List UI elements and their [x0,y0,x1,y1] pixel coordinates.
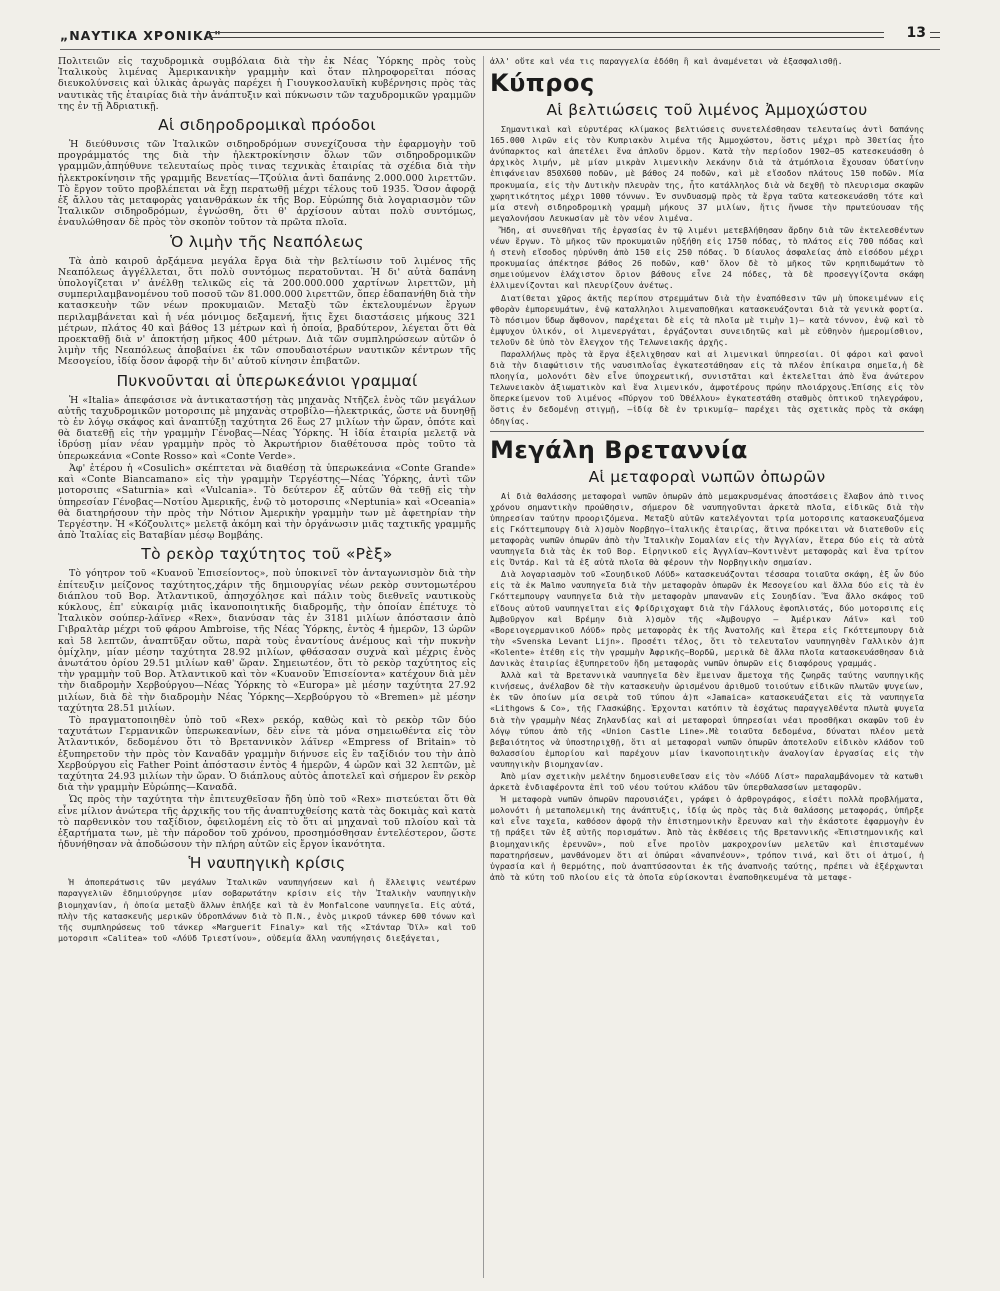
paragraph: Παραλλήλως πρὸς τὰ ἔργα ἐξελιχθησαν καὶ αἱ λιμενικαὶ ὑπηρεσίαι. Οἱ φάροι καὶ φανοὶ διὰ τὴν διαφώτισιν τῆς ναυσιπλοΐας ἐγκατεστάθησαν εἰς τὰ πλέον ἐπίκαιρα σημεῖα,ἡ δὲ πλοηγία, μολονότι δὲν εἶνε ὑποχρεωτική, συνιστᾶται καὶ ἐκτελεῖται ἀπὸ ἕνα ἀνώτερον Τελωνειακὸν ἀξιωματικὸν καὶ ἕνα λιμενικόν, ἀμφοτέρους πρώην πλοιάρχους.Ἐπίσης εἰς τὸν ὅπερκείμενον τοῦ λιμένος «Πύργον τοῦ Ὀθέλλου» ἐγκατεστάθη σταθμὸς ὀπτικοῦ τηλεγράφου, ὅστις ἐν δεδομένῃ στιγμῇ, —ἰδίᾳ δὲ ἐν τρικυμίᾳ— παρέχει τὰς σχετικὰς πρὸς τὰ σκάφη ὁδηγίας. [490,348,924,426]
paragraph: Διὰ λογαριασμὸν τοῦ «Σουηδικοῦ Λόϋδ» κατασκευάζονται τέσσαρα τοιαῦτα σκάφη, ἐξ ὧν δύο εἰς τὰ ἐκ Malmo ναυπηγεῖα διὰ τὴν μεταφορὰν ὀπωρῶν ἐκ Μεσογείου καὶ ἄλλα δύο εἰς τὰ ἐν Γκόττεμπουργ ναυπηγεῖα διὰ τὴν μεταφορὰν μπανανῶν εἰς Σουηδίαν. Ἕνα ἄλλο σκάφος τοῦ εἴδους αὐτοῦ ναυπηγεῖται εἰς Φρίδριχσχαφτ διὰ τὴν Γάλλους ἐφοπλιστάς, δύο μοτορσιπς εἰς Ἀμβοῦργον καὶ Βρέμην διὰ λ)σμὸν τῆς «Ἀμβουργο — Ἀμέρικαν Λάϊν» καὶ τοῦ «Βορειογερμανικοῦ Λόϋδ» πρὸς μεταφορὰς ἐκ τῆς Ἀνατολῆς καὶ ἕτερα εἰς Γκόττεμπουργ διὰ τὴν «Svenska Levant Lijn». Προσέτι τέλος, ὅτι τὸ τελευταῖον ναυπηγηθὲν Γαλλικὸν ἀ)π «Kolente» ἐτέθη εἰς τὴν γραμμὴν Ἀφρικῆς—Βορδῶ, μερικὰ δὲ ἄλλα πλοῖα κατασκευάσθησαν διὰ Δανικὰς ἑταιρίας ἐξυπηρετοῦν ἤδη μεταφορὰς νωπῶν ὀπωρῶν εἰς διαφόρους γραμμάς. [490,569,924,669]
paragraph: Τὰ ἀπὸ καιροῦ ἀρξάμενα μεγάλα ἔργα διὰ τὴν βελτίωσιν τοῦ λιμένος τῆς Νεαπόλεως ἀγγέλλεται, ὅτι πολὺ συντόμως περατοῦνται. Ἡ δι' αὐτὰ δαπάνη ὑπολογίζεται ν' ἀνέλθῃ τελικῶς εἰς τὰ 200.000.000 χαρτίνων λιρεττῶν, μὴ συμπεριλαμβανομένου τοῦ ποσοῦ τῶν 81.000.000 λιρεττῶν, ὅπερ ἐδαπανήθη διὰ τὴν κατασκευὴν τῶν νέων προκυμαιῶν. Μεταξὺ τῶν ἐκτελουμένων ἔργων περιλαμβάνεται καὶ ἡ νέα μόνιμος δεξαμενή, ἥτις ἔχει διαστάσεις μήκους 321 μέτρων, πλάτος 40 καὶ βάθος 13 μέτρων καὶ ἡ ὁποία, βραδύτερον, λέγεται ὅτι θὰ προεκταθῇ διὰ ν' ἀποκτήσῃ μῆκος 400 μέτρων. Διὰ τῶν συμπληρώσεων αὐτῶν ὁ λιμὴν τῆς Νεαπόλεως ἀποβαίνει ἐκ τῶν σπουδαιοτέρων ναυτικῶν κέντρων τῆς Μεσογείου, ἰδίᾳ ὅσον ἀφορᾷ τὴν δι' αὐτοῦ κίνησιν ἐπιβατῶν. [58,255,476,368]
section-heading-shipbuilding-crisis: Ἡ ναυπηγικὴ κρίσις [188,854,346,873]
paragraph: Ἀλλὰ καὶ τὰ Βρεταννικὰ ναυπηγεῖα δὲν ἔμειναν ἄμετοχα τῆς ζωηρᾶς ταύτης ναυπηγικῆς κινήσεως, ἀνέλαβον δὲ τὴν κατασκευὴν ὡρισμένου ἀριθμοῦ τοιούτων εἰδικῶν πλωτῶν ψυγείων, ἐκ τῶν ὁποίων μία σειρὰ τοῦ τύπου ἀ)π «Jamaica» κατασκευάζεται εἰς τὰ ναυπηγεῖα «Lithgows & Co», τῆς Γλασκώβης. Ἐρχονται κατόπιν τὰ ἐσχάτως παραγγελθέντα πλωτὰ ψυγεῖα διὰ τὴν γραμμὴν Νέας Ζηλανδίας καὶ αἱ μεταφοραὶ ὑπηρεσίαι νέαι προσθῆκαι σκαφῶν τοῦ ἐν λόγῳ τύπου ἀπὸ τῆς «Union Castle Line».Μὲ τοιαῦτα δεδομένα, δύναται πλέον μετὰ βεβαιότητος νὰ ὑποστηριχθῇ, ὅτι αἱ μεταφοραὶ νωπῶν ὀπωρῶν ἀποτελοῦν εἰδικὸν κλάδον τοῦ θαλασσίου ἐμπορίου καὶ παρέχουν μίαν ἱκανοποιητικὴν ἀναλογίαν ἐργασίας εἰς τὴν ναυπηγικὴν βιομηχανίαν. [490,670,924,769]
paragraph: Ἤδη, αἱ συνεθῆναι τῆς ἐργασίας ἐν τῷ λιμένι μετεβλήθησαν ἄρδην διὰ τῶν ἐκτελεσθέντων νέων ἔργων. Τὸ μῆκος τῶν προκυμαιῶν ηὐξήθη εἰς 1750 πόδας, τὸ πλάτος εἰς 700 πόδας καὶ ἡ στενὴ εἴσοδος ηὐρύνθη ἀπὸ 150 εἰς 250 πόδας. Ὁ δίαυλος ἀσφαλείας ἀπὸ εἰσόδου μέχρι προκυμαίας ἀπέκτησε βάθος 26 ποδῶν, καθ' ὅλον δὲ τὸ μῆκος τῶν κρηπιδωμάτων τὸ σημειούμενον ἐλάχιστον ὅριον βάθους εἶνε 24 πόδες, τὰ δὲ προσεγγίζοντα σκάφη ἐλλιμενίζονται καὶ πλευρίζουν ἀνέτως. [490,224,924,291]
paragraph: Ἀφ' ἑτέρου ἡ «Cosulich» σκέπτεται νὰ διαθέσῃ τὰ ὑπερωκεάνια «Conte Grande» καὶ «Conte Biancamano» εἰς τὴν γραμμὴν Τεργέστης—Νέας Ὑόρκης, ἀντὶ τῶν μοτορσιπς «Saturnia» καὶ «Vulcania». Τὸ δεύτερον ἐξ αὐτῶν θὰ τεθῇ εἰς τὴν ὑπηρεσίαν Γένοβας—Νοτίου Ἀμερικῆς, ἐνῷ τὸ μοτορσιπς «Neptunia» καὶ «Oceania» θὰ διατηρήσουν τὴν πρὸς τὴν Νότιον Ἀμερικὴν γραμμὴν των μὲ ἀφετηρίαν τὴν Τεργέστην. Ἡ «Κόζουλιτς» μελετᾷ ἀκόμη καὶ τὴν ὀργάνωσιν μιᾶς ταχτικῆς γραμμῆς ἀπὸ Ἰταλίας εἰς Βαταβίαν μέσῳ Βομβάης. [58,462,476,542]
section-heading-fruit-transport: Αἱ μεταφοραὶ νωπῶν ὀπωρῶν [588,467,826,486]
paragraph: Διατίθεται χῶρος ἀκτῆς περίπου στρεμμάτων διὰ τὴν ἐναπόθεσιν τῶν μὴ ὑποκειμένων εἰς φθορὰν ἐμπορευμάτων, ἐνῷ καταλληλοι λιμεναποθῆκαι κατασκευάζονται διὰ τὰ γενικὰ φορτία. Τὸ πόσιμον ὕδωρ ἄφθονον, παρέχεται δὲ εἰς τὰ πλοῖα μὲ τιμὴν 1)— κατὰ τόννον, ἐνῷ καὶ τὸ ἐμψυχον ὑλικόν, οἱ λιμενεργάται, ἐργάζονται συνειδητῶς καὶ μὲ εὐθηνὸν ἡμερομίσθιον, τελοῦν δὲ ὑπὸ τὸν ἔλεγχον τῆς Τελωνειακῆς ἀρχῆς. [490,292,924,347]
paragraph: Πολιτειῶν εἰς ταχυδρομικὰ συμβόλαια διὰ τὴν ἐκ Νέας Ὑόρκης πρὸς τοὺς Ἰταλικοὺς λιμένας Ἀμερικανικὴν γραμμὴν καὶ ὅταν πληροφορεῖται πόσας διευκολύνσεις καὶ ὑλικὰς ἀρωγὰς παρέχει ἡ Γιουγκοσλαυϊκὴ κυβέρνησις πρὸς τὰς ναυτικὰς τῆς ἑταιρίας διὰ τὴν ἀνάπτυξιν καὶ πύκνωσιν τῶν ταχυδρομικῶν γραμμῶν της ἐν τῇ Ἀδριατικῇ. [58,56,476,112]
column-divider [483,56,484,1278]
paragraph: Ἡ «Italia» ἀπεφάσισε νὰ ἀντικαταστήσῃ τὰς μηχανὰς Ντῆζελ ἑνὸς τῶν μεγάλων αὐτῆς ταχυδρομικῶν μοτορσιπς μὲ μηχανὰς στροβίλο—ἠλεκτρικάς, ὥστε νὰ δυνηθῇ τὸ ἐν λόγῳ σκάφος καὶ ἀναπτύξῃ ταχύτητα 26 ἕως 27 μιλίων τὴν ὥραν, ὁπότε καὶ θὰ διατεθῇ εἰς τὴν γραμμὴν Γένοβας—Νέας Ὑόρκης. Ἡ ἰδία ἑταιρία μελετᾷ νὰ ἱδρύσῃ μίαν νέαν γραμμὴν πρὸς τὸ Ἀκρωτήριον διαθέτουσα πρὸς τοῦτο τὰ ὑπερωκεάνια «Conte Rosso» καὶ «Conte Verde». [58,394,476,462]
page-number: 13 [906,25,926,41]
paragraph: Τὸ γόητρον τοῦ «Κυανοῦ Ἐπισείοντος», ποὺ ὑποκινεῖ τὸν ἀνταγωνισμὸν διὰ τὴν ἐπίτευξιν μείζονος ταχύτητος,χάριν τῆς δημιουργίας νέων ρεκὸρ συντομωτέρου διάπλου τοῦ Βορ. Ἀτλαντικοῦ, ἀπησχόλησε καὶ πάλιν τοὺς διεθνεῖς ναυτικοὺς κύκλους, ἐπ' εὐκαιρίᾳ μιᾶς ἱκανοποιητικῆς διαδρομῆς, τὴν ὁποίαν ἐπέτυχε τὸ Ἰταλικὸν σούπερ-λάϊνερ «Rex», διανύσαν τὰς ἐν 3181 μιλίων ἀπόστασιν ἀπὸ Γιβραλτὰρ μέχρι τοῦ φάρου Ambroise, τῆς Νέας Ὑόρκης, ἐντὸς 4 ἡμερῶν, 13 ὡρῶν καὶ 58 λεπτῶν, ἀναπτῦξαν οὕτω, παρὰ τοὺς ἐναντίους ἀνέμους καὶ τὴν πυκνὴν ὁμίχλην, μίαν μέσην ταχύτητα 28.92 μιλίων, φθάσασαν συχνὰ καὶ μέχρις ἑνὸς ἀνωτάτου ὁρίου 29.51 μιλίων καθ' ὥραν. Σημειωτέον, ὅτι τὸ ρεκὸρ ταχύτητος εἰς τὴν γραμμὴν τοῦ Βορ. Ἀτλαντικοῦ καὶ τὸν «Κυανοῦν Ἐπισείοντα» κατέχουν διὰ μὲν τὴν διαδρομὴν Χερβούργου—Νέας Ὑόρκης τὸ «Europa» μὲ μέσην ταχύτητα 27.92 μιλίων, διὰ δὲ τὴν διαδρομὴν Νέας Ὑόρκης—Χερβούργου τὸ «Bremen» μὲ μέσην ταχύτητα 28.51 μιλίων. [58,568,476,714]
header-rule [208,32,884,38]
paragraph: Ἡ διεύθυνσις τῶν Ἰταλικῶν σιδηροδρόμων συνεχίζουσα τὴν ἐφαρμογὴν τοῦ προγράμματός της διὰ τὴν ἠλεκτροκίνησιν ὅλων τῶν σιδηροδρομικῶν γραμμῶν,ἀπηύθυνε τελευταίως πρὸς τινας τεχνικὰς ἑταιρίας τὰ σχέδια διὰ τὴν ἠλεκτροκίνησιν τῆς γραμμῆς Βενετίας—Τζούλια ἀντὶ δαπάνης 2.000.000 λιρεττῶν. Τὸ ἔργον τοῦτο προβλέπεται νὰ ἔχῃ περατωθῇ μέχρι τέλους τοῦ 1935. Ὅσον ἀφορᾷ ἐξ ἄλλου τὰς μεταφορὰς γαιανθράκων ἐκ τῆς Βορ. Εὐρώπης διὰ λογαριασμὸν τῶν Ἰταλικῶν σιδηροδρόμων, ἐγνώσθη, ὅτι θ' ἀρχίσουν αὗται πολὺ συντόμως, ἐναυλώθησαν δὲ πρὸς τὸν σκοπὸν τοῦτον τὰ πρῶτα πλοῖα. [58,139,476,229]
paragraph: Τὸ πραγματοποιηθὲν ὑπὸ τοῦ «Rex» ρεκόρ, καθὼς καὶ τὸ ρεκὸρ τῶν δύο ταχυτάτων Γερμανικῶν ὑπερωκεανίων, δὲν εἶνε τὰ μόνα σημειωθέντα εἰς τὸν Ἀτλαντικόν, δεδομένου ὅτι τὸ Βρεταννικὸν λάϊνερ «Empress of Britain» τὸ ἐξυπηρετοῦν τὴν πρὸς τὸν Καναδᾶν γραμμὴν διήνυσε εἰς ἓν ταξίδιόν του τὴν ἀπὸ Χερβούργου εἰς Father Point ἀπόστασιν ἐντὸς 4 ἡμερῶν, 4 ὡρῶν καὶ 32 λεπτῶν, μὲ ταχύτητα 24.93 μιλίων τὴν ὥραν. Ὁ διάπλους αὐτὸς ἀποτελεῖ καὶ σήμερον ἓν ρεκὸρ διὰ τὴν γραμμὴν Εὐρώπης—Καναδᾶ. [58,714,476,794]
running-head [60,22,940,50]
section-heading-railways: Αἱ σιδηροδρομικαὶ πρόοδοι [158,116,376,135]
paragraph: Αἱ διὰ θαλάσσης μεταφοραὶ νωπῶν ὀπωρῶν ἀπὸ μεμακρυσμένας ἀποστάσεις ἔλαβον ἀπὸ τινος χρόνου σημαντικὴν προώθησιν, σήμερον δὲ ναυπηγοῦνται ἀρκετὰ πλοῖα, εἰδικῶς διὰ τὴν ὑπηρεσίαν ταύτην προοριζόμενα. Μεταξὺ αὐτῶν κατελέγονται τρία μοτορσιπς κατασκευαζόμενα εἰς Γκόττεμπουργ διὰ λ)σμὸν Νορβηγο—ἰταλικῆς ἑταιρίας, ἅτινα πρόκειται νὰ διατεθοῦν εἰς μεταφορὰς νωπῶν ὀπωρῶν ἀπὸ τὴν Ἰταλικὴν Σομαλίαν εἰς τὴν Ἀγγλίαν, ἕτερα δύο εἰς τὰ αὐτὰ ναυπηγεῖα διὰ τὰς ἐκ τοῦ Βορ. Εἰρηνικοῦ εἰς Ἀγγλίαν—Κοντινὲντ μεταφορὰς καὶ ἕνα τρίτον εἰς Ὀντάρ. Καὶ τὰ ἐξ αὐτὰ πλοῖα θὰ φέρουν τὴν Νορβηγικὴν σημαίαν. [490,490,924,568]
section-heading-rex-record: Τὸ ρεκὸρ ταχύτητος τοῦ «Ρὲξ» [141,545,393,564]
paragraph: Σημαντικαὶ καὶ εὐρυτέρας κλίμακος βελτιώσεις συνετελέσθησαν τελευταίως ἀντὶ δαπάνης 165.000 λιρῶν εἰς τὸν Κυπριακὸν λιμένα τῆς Ἀμμοχώστου, ὅστις μέχρι πρὸ 30ετίας ἦτο ἀνύπαρκτος καὶ ἀπετέλει ἕνα ἁπλοῦν ὅρμον. Κατὰ τὴν περίοδον 1902—05 κατεσκευάσθη ὁ ἀρχικὸς λιμήν, μὲ μίαν μικρὰν λιμενικὴν λεκάνην διὰ τὰ ἀτμόπλοια ἔχουσαν ὑδατίνην ἐπιφάνειαν 850Χ600 ποδῶν, μὲ βάθος 24 ποδῶν, καὶ μὲ εἴσοδον πλάτους 150 ποδῶν. Μία προκυμαία, εἰς τὴν Δυτικὴν πλευρὰν της, ἦτο κατάλληλος διὰ νὰ δεχθῇ τὸ πλευρισμα σκαφῶν χωρητικότητος μέχρι 1000 τόννων. Ἐν συνδυασμῷ πρὸς τὰ ἔργα ταῦτα κατεσκευάσθη τότε καὶ μία στενὴ σιδηροδρομικὴ γραμμὴ μήκους 37 μιλίων, ἥτις ἤνωσε τὴν πρωτεύουσαν τῆς μεγαλονήσου Λευκωσίαν μὲ τὸν νέον λιμένα. [490,124,924,223]
publication-title: „ΝΑΥΤΙΚΑ ΧΡΟΝΙΚΑ" [60,28,222,43]
section-heading-famagusta: Αἱ βελτιώσεις τοῦ λιμένος Ἀμμοχώστου [546,101,868,120]
paragraph: ἀλλ' οὔτε καὶ νέα τις παραγγελία ἐδόθη ἢ καὶ ἀναμένεται νὰ ἐξασφαλισθῇ. [490,56,843,66]
section-heading-ocean-lines: Πυκνοῦνται αἱ ὑπερωκεάνιοι γραμμαί [116,371,418,390]
paragraph: Ἡ ἀποπεράτωσις τῶν μεγάλων Ἰταλικῶν ναυπηγήσεων καὶ ἡ ἔλλειψις νεωτέρων παραγγελιῶν ἐδημιούργησε μίαν σοβαρωτάτην κρίσιν εἰς τὴν Ἰταλικὴν ναυπηγικὴν βιομηχανίαν, ἡ ὁποία μεταξὺ ἄλλων ἐπλήξε καὶ τὰ ἐν Monfalcone ναυπηγεῖα. Εἰς αὐτά, πλὴν τῆς κατασκευῆς μερικῶν ὑδροπλάνων διὰ τὸ Π.Ν., ἑνὸς μικροῦ τάνκερ 600 τόνων καὶ τῆς συμπληρώσεως τοῦ τάνκερ «Marguerit Finaly» καὶ τῆς «Στάνταρ Ὄϊλ» καὶ τοῦ μοτορσιπ «Calitea» τοῦ «Λόϋδ Τριεστίνου», οὐδεμία ἄλλη ναυπήγησις διεξάγεται, [58,877,476,943]
country-heading-britain: Μεγάλη Βρεταννία [490,435,748,464]
paragraph: Ἡ μεταφορὰ νωπῶν ὀπωρῶν παρουσιάζει, γράφει ὁ ἀρθρογράφος, εἰσέτι πολλὰ προβλήματα, μολονότι ἡ μεταπολεμικὴ της ἀνάπτυξις, ἰδίᾳ ὡς πρὸς τὰς διὰ θαλάσσης μεταφοράς, ὑπῆρξε καὶ εἶνε ταχεῖα, καθόσον ἀφορᾷ τὴν ἐπιστημονικὴν ἔρευναν καὶ τὴν ἑκάστοτε ἐφαρμογὴν ἐν τῇ πράξει τῶν ἐξ αὐτῆς πορισμάτων. Ἀπὸ τὰς ἐκθέσεις τῆς Βρεταννικῆς «Ἐπιστημονικῆς καὶ βιομηχανικῆς ἐρευνῶν», ποὺ εἶνε προϊὸν μακροχρονίων μελετῶν καὶ ἐπισταμένων παρατηρήσεων, μανθάνομεν ὅτι αἱ ὀπώραι «ἀναπνέουν», τρόπον τινά, καὶ ὅτι οἱ ἀτμοί, ἡ ὑγρασία καὶ ἡ θερμότης, ποὺ ἀναπτύσσονται ἐκ τῆς ἀναπνοῆς ταύτης, πρέπει νὰ ἐξέρχωνται ἀπὸ τὰ κύτη τοῦ πλοίου εἰς τὰ ὁποῖα εὑρίσκονται ἐναποθηκευμένα τὰ μεταφε- [490,794,924,882]
paragraph: Ὡς πρὸς τὴν ταχύτητα τὴν ἐπιτευχθεῖσαν ἤδη ὑπὸ τοῦ «Rex» πιστεύεται ὅτι θὰ εἶνε μίλιον ἀνώτερα τῆς ἀρχικῆς του τῆς ἀναπτυχθείσης κατὰ τὰς δοκιμὰς καὶ κατὰ τὸ παρθενικὸν του ταξίδιον, ὀφειλομένη εἰς τὸ ὅτι αἱ μηχαναὶ τοῦ πλοίου καὶ τὰ ἐξαρτήματα των, μὲ τὴν πάροδον τοῦ χρόνου, προσημόσθησαν ἐντελέστερον, ὥστε ἠδυνήθησαν νὰ ἀποδώσουν τὴν πλήρη αὐτῶν εἰς ἔργον ἱκανότητα. [58,794,476,851]
section-divider [490,431,924,432]
paragraph: Ἀπὸ μίαν σχετικὴν μελέτην δημοσιευθεῖσαν εἰς τὸν «Λόϋδ Λίστ» παραλαμβάνομεν τὰ κατωθι ἀρκετὰ ἐνδιαφέροντα ἐπὶ τοῦ νέου τούτου κλάδου τῶν ὑπερθαλασσίων μεταφορῶν. [490,770,924,793]
right-column [490,56,924,1278]
country-heading-cyprus: Κύπρος [490,69,595,98]
header-underline [60,49,940,50]
left-column [58,56,476,1278]
header-rule-end [930,32,940,38]
section-heading-naples: Ὁ λιμὴν τῆς Νεαπόλεως [170,232,364,251]
